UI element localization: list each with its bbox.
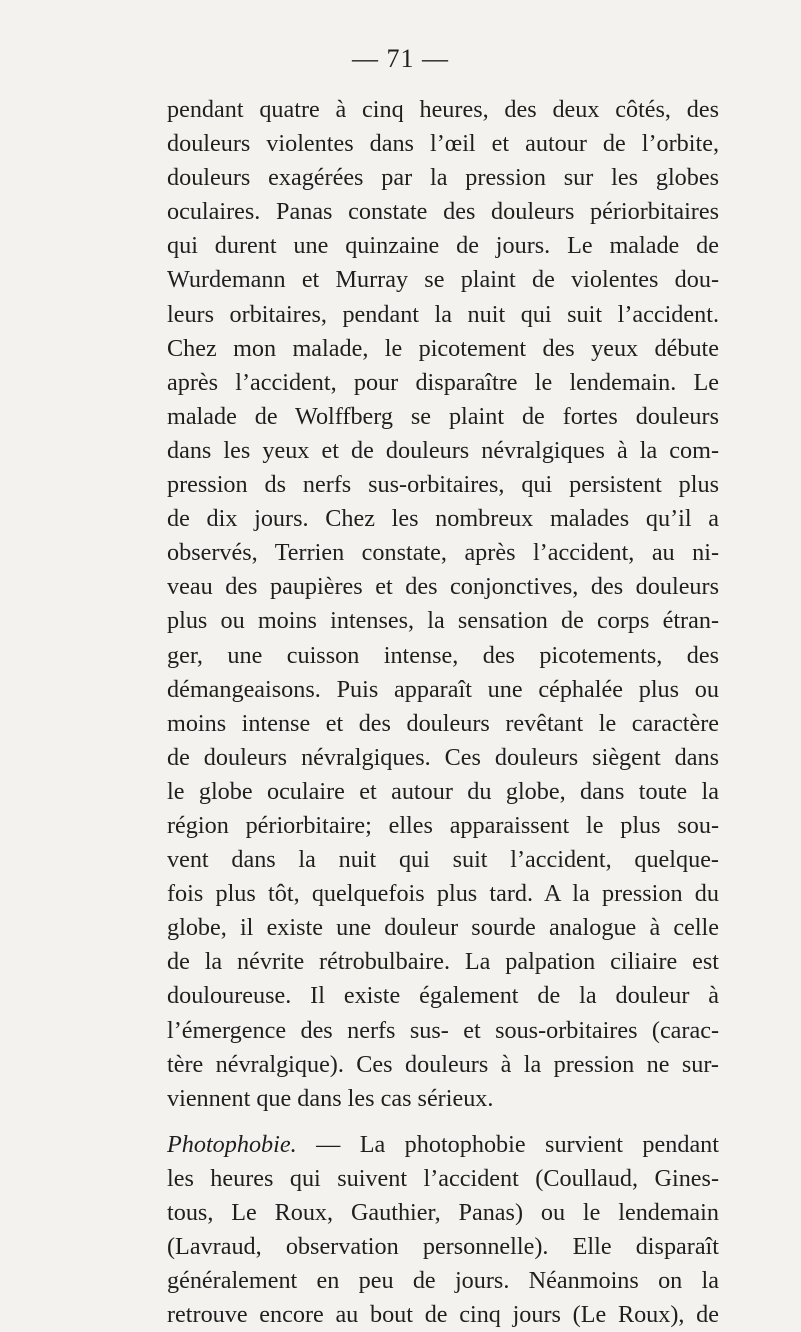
text-line: après l’accident, pour disparaître le lendemain. Le: [167, 368, 719, 396]
text-line: veau des paupières et des conjonctives, des douleurs: [167, 573, 719, 601]
text-line: leurs orbitaires, pendant la nuit qui suit l’accident.: [167, 300, 719, 328]
text-line: Chez mon malade, le picotement des yeux débute: [167, 334, 719, 362]
text-line: généralement en peu de jours. Néanmoins on la: [167, 1267, 719, 1295]
text-line: vent dans la nuit qui suit l’accident, quelque-: [167, 846, 719, 874]
text-line: douleurs violentes dans l’œil et autour de l’orbite,: [167, 130, 719, 158]
text-line: qui durent une quinzaine de jours. Le malade de: [167, 232, 719, 260]
text-line: plus ou moins intenses, la sensation de corps étran-: [167, 607, 719, 635]
text-line: retrouve encore au bout de cinq jours (Le Roux), de: [167, 1301, 719, 1329]
text-line: moins intense et des douleurs revêtant le caractère: [167, 709, 719, 737]
section-heading: Photophobie.: [167, 1130, 297, 1158]
text-line: de douleurs névralgiques. Ces douleurs siègent dans: [167, 743, 719, 771]
text-line: dans les yeux et de douleurs névralgiques à la com-: [167, 436, 719, 464]
text-line: fois plus tôt, quelquefois plus tard. A la pression du: [167, 880, 719, 908]
text-line: (Lavraud, observation personnelle). Elle disparaît: [167, 1233, 719, 1261]
text-line: oculaires. Panas constate des douleurs périorbitaires: [167, 198, 719, 226]
heading-line-rest: — La photophobie survient pendant: [296, 1130, 719, 1158]
page-number: — 71 —: [352, 44, 449, 73]
text-line: de dix jours. Chez les nombreux malades qu’il a: [167, 505, 719, 533]
section-heading-line: [167, 1128, 719, 1162]
text-line: Wurdemann et Murray se plaint de violentes dou-: [167, 266, 719, 294]
text-line: tère névralgique). Ces douleurs à la pression ne sur-: [167, 1050, 719, 1078]
text-line: pression ds nerfs sus-orbitaires, qui persistent plus: [167, 471, 719, 499]
text-line: globe, il existe une douleur sourde analogue à celle: [167, 914, 719, 942]
text-line: région périorbitaire; elles apparaissent le plus sou-: [167, 811, 719, 839]
text-line: démangeaisons. Puis apparaît une céphalée plus ou: [167, 675, 719, 703]
body-text: [167, 93, 719, 1332]
text-line: viennent que dans les cas sérieux.: [167, 1084, 494, 1112]
text-line: observés, Terrien constate, après l’accident, au ni-: [167, 539, 719, 567]
text-line: les heures qui suivent l’accident (Coullaud, Gines-: [167, 1164, 719, 1192]
text-line: pendant quatre à cinq heures, des deux côtés, des: [167, 96, 719, 123]
text-line: douloureuse. Il existe également de la douleur à: [167, 982, 719, 1010]
text-line: l’émergence des nerfs sus- et sous-orbitaires (carac-: [167, 1016, 719, 1044]
text-line: ger, une cuisson intense, des picotements, des: [167, 641, 719, 669]
paragraph-gap: [167, 1116, 719, 1128]
text-line: malade de Wolffberg se plaint de fortes douleurs: [167, 402, 719, 430]
text-line: de la névrite rétrobulbaire. La palpation ciliaire est: [167, 948, 719, 976]
text-line: douleurs exagérées par la pression sur les globes: [167, 164, 719, 192]
text-line: tous, Le Roux, Gauthier, Panas) ou le lendemain: [167, 1199, 719, 1226]
text-line: le globe oculaire et autour du globe, dans toute la: [167, 777, 719, 805]
